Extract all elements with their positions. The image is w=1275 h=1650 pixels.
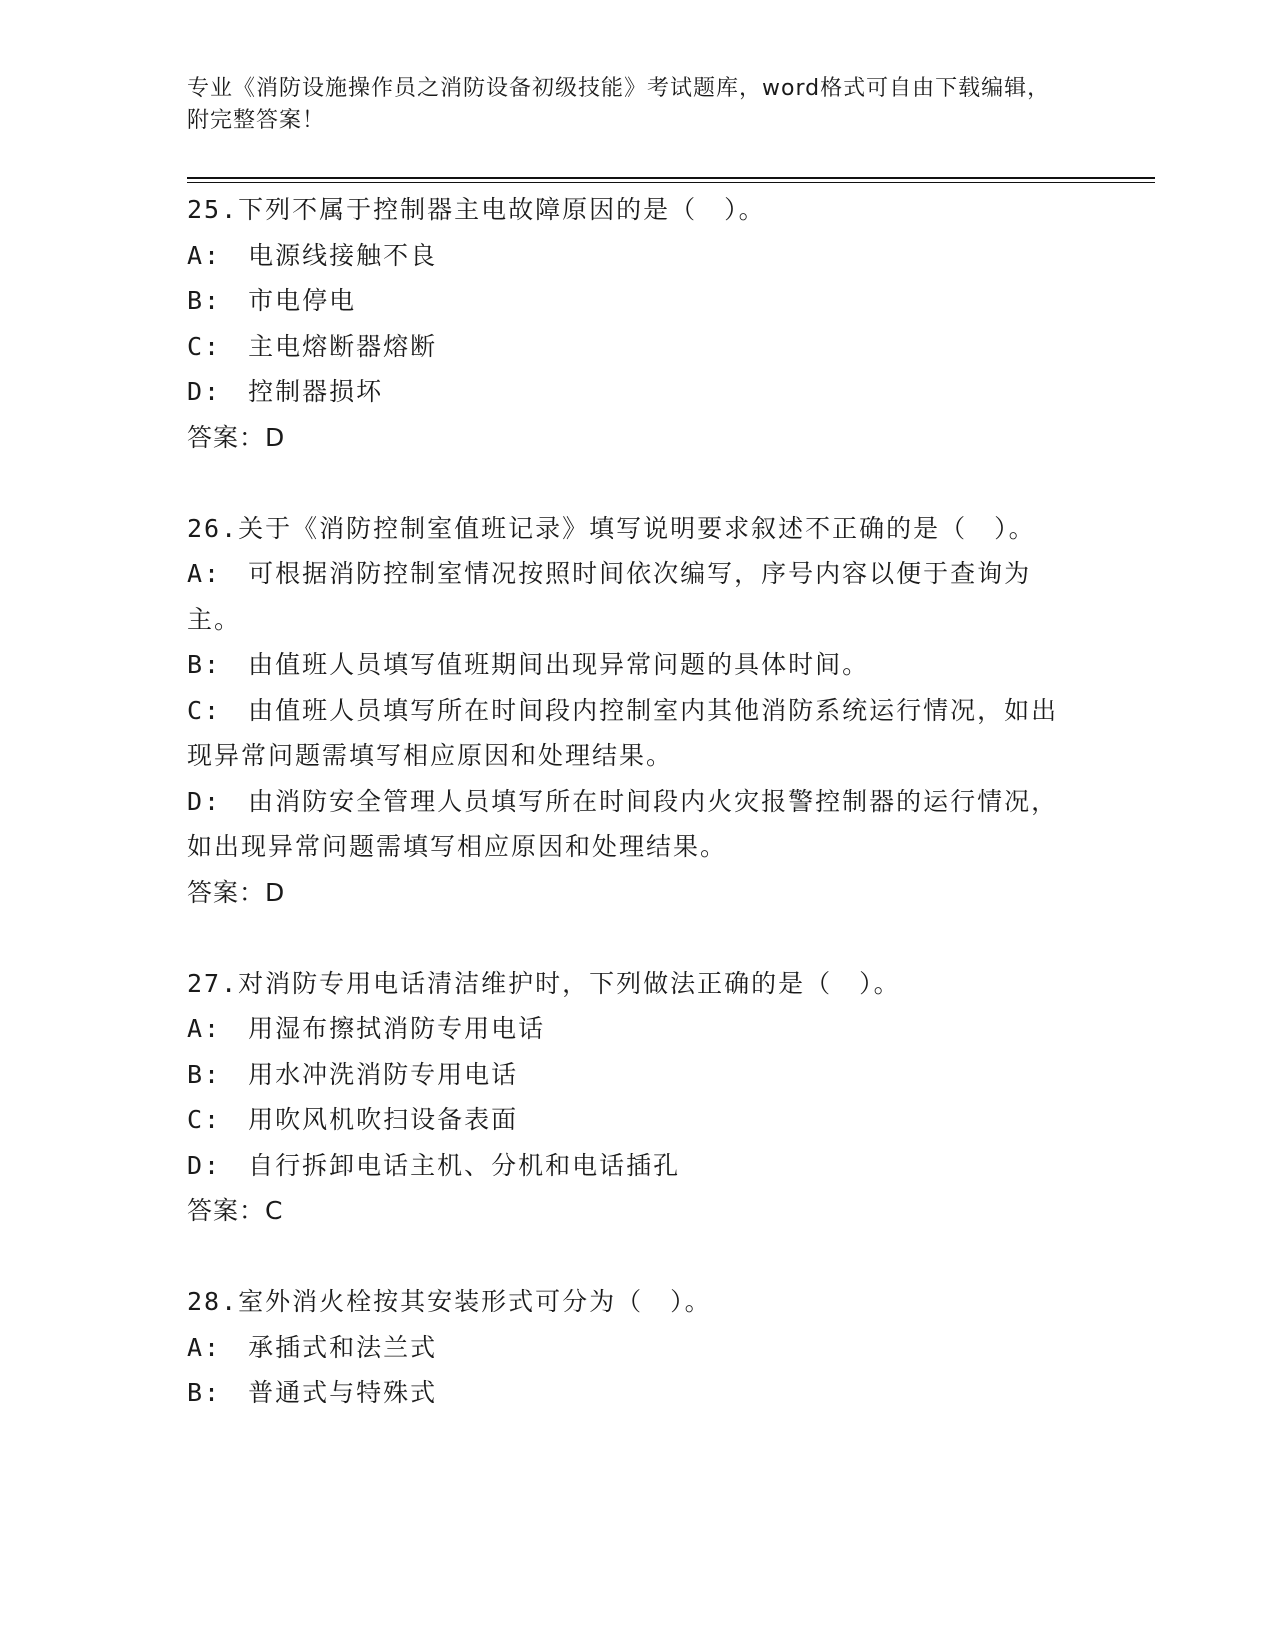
question-stem: 27.对消防专用电话清洁维护时，下列做法正确的是（ ）。: [187, 968, 901, 998]
option-d: D: 控制器损坏: [187, 377, 384, 406]
answer-line: 答案：D: [187, 877, 286, 907]
option-d: D: 由消防安全管理人员填写所在时间段内火灾报警控制器的运行情况，如出现异常问题需填写相应原因和处理结果。: [187, 786, 1059, 861]
question-list: [187, 187, 1067, 1416]
header-rule-thin: [187, 182, 1155, 183]
option-b: B: 市电停电: [187, 286, 357, 315]
option-a: A: 可根据消防控制室情况按照时间依次编写，序号内容以便于查询为主。: [187, 559, 1032, 634]
question-stem: 26.关于《消防控制室值班记录》填写说明要求叙述不正确的是（ ）。: [187, 513, 1036, 543]
answer-line: 答案：D: [187, 422, 286, 452]
question-stem: 25.下列不属于控制器主电故障原因的是（ ）。: [187, 195, 766, 224]
option-a: A: 承插式和法兰式: [187, 1332, 438, 1362]
question-27: [187, 961, 1067, 1280]
option-c: C: 主电熔断器熔断: [187, 331, 438, 361]
option-b: B: 由值班人员填写值班期间出现异常问题的具体时间。: [187, 650, 870, 679]
option-b: B: 普通式与特殊式: [187, 1378, 438, 1407]
question-gap: [187, 460, 1067, 506]
option-c: C: 由值班人员填写所在时间段内控制室内其他消防系统运行情况，如出现异常问题需填写相应原因和处理结果。: [187, 695, 1059, 770]
option-d: D: 自行拆卸电话主机、分机和电话插孔: [187, 1150, 681, 1180]
option-a: A: 用湿布擦拭消防专用电话: [187, 1014, 546, 1043]
option-c: C: 用吹风机吹扫设备表面: [187, 1105, 519, 1134]
header-rule-thick: [187, 177, 1155, 179]
question-26: [187, 506, 1067, 961]
question-25: [187, 187, 1067, 506]
option-a: A: 电源线接触不良: [187, 240, 438, 270]
question-gap: [187, 915, 1067, 961]
question-stem: 28.室外消火栓按其安装形式可分为（ ）。: [187, 1287, 712, 1316]
answer-line: 答案：C: [187, 1196, 284, 1225]
question-gap: [187, 1234, 1067, 1280]
document-header: 专业《消防设施操作员之消防设备初级技能》考试题库，word格式可自由下载编辑，附完整答案！: [187, 76, 1051, 133]
question-28: [187, 1279, 1067, 1416]
option-b: B: 用水冲洗消防专用电话: [187, 1059, 519, 1089]
